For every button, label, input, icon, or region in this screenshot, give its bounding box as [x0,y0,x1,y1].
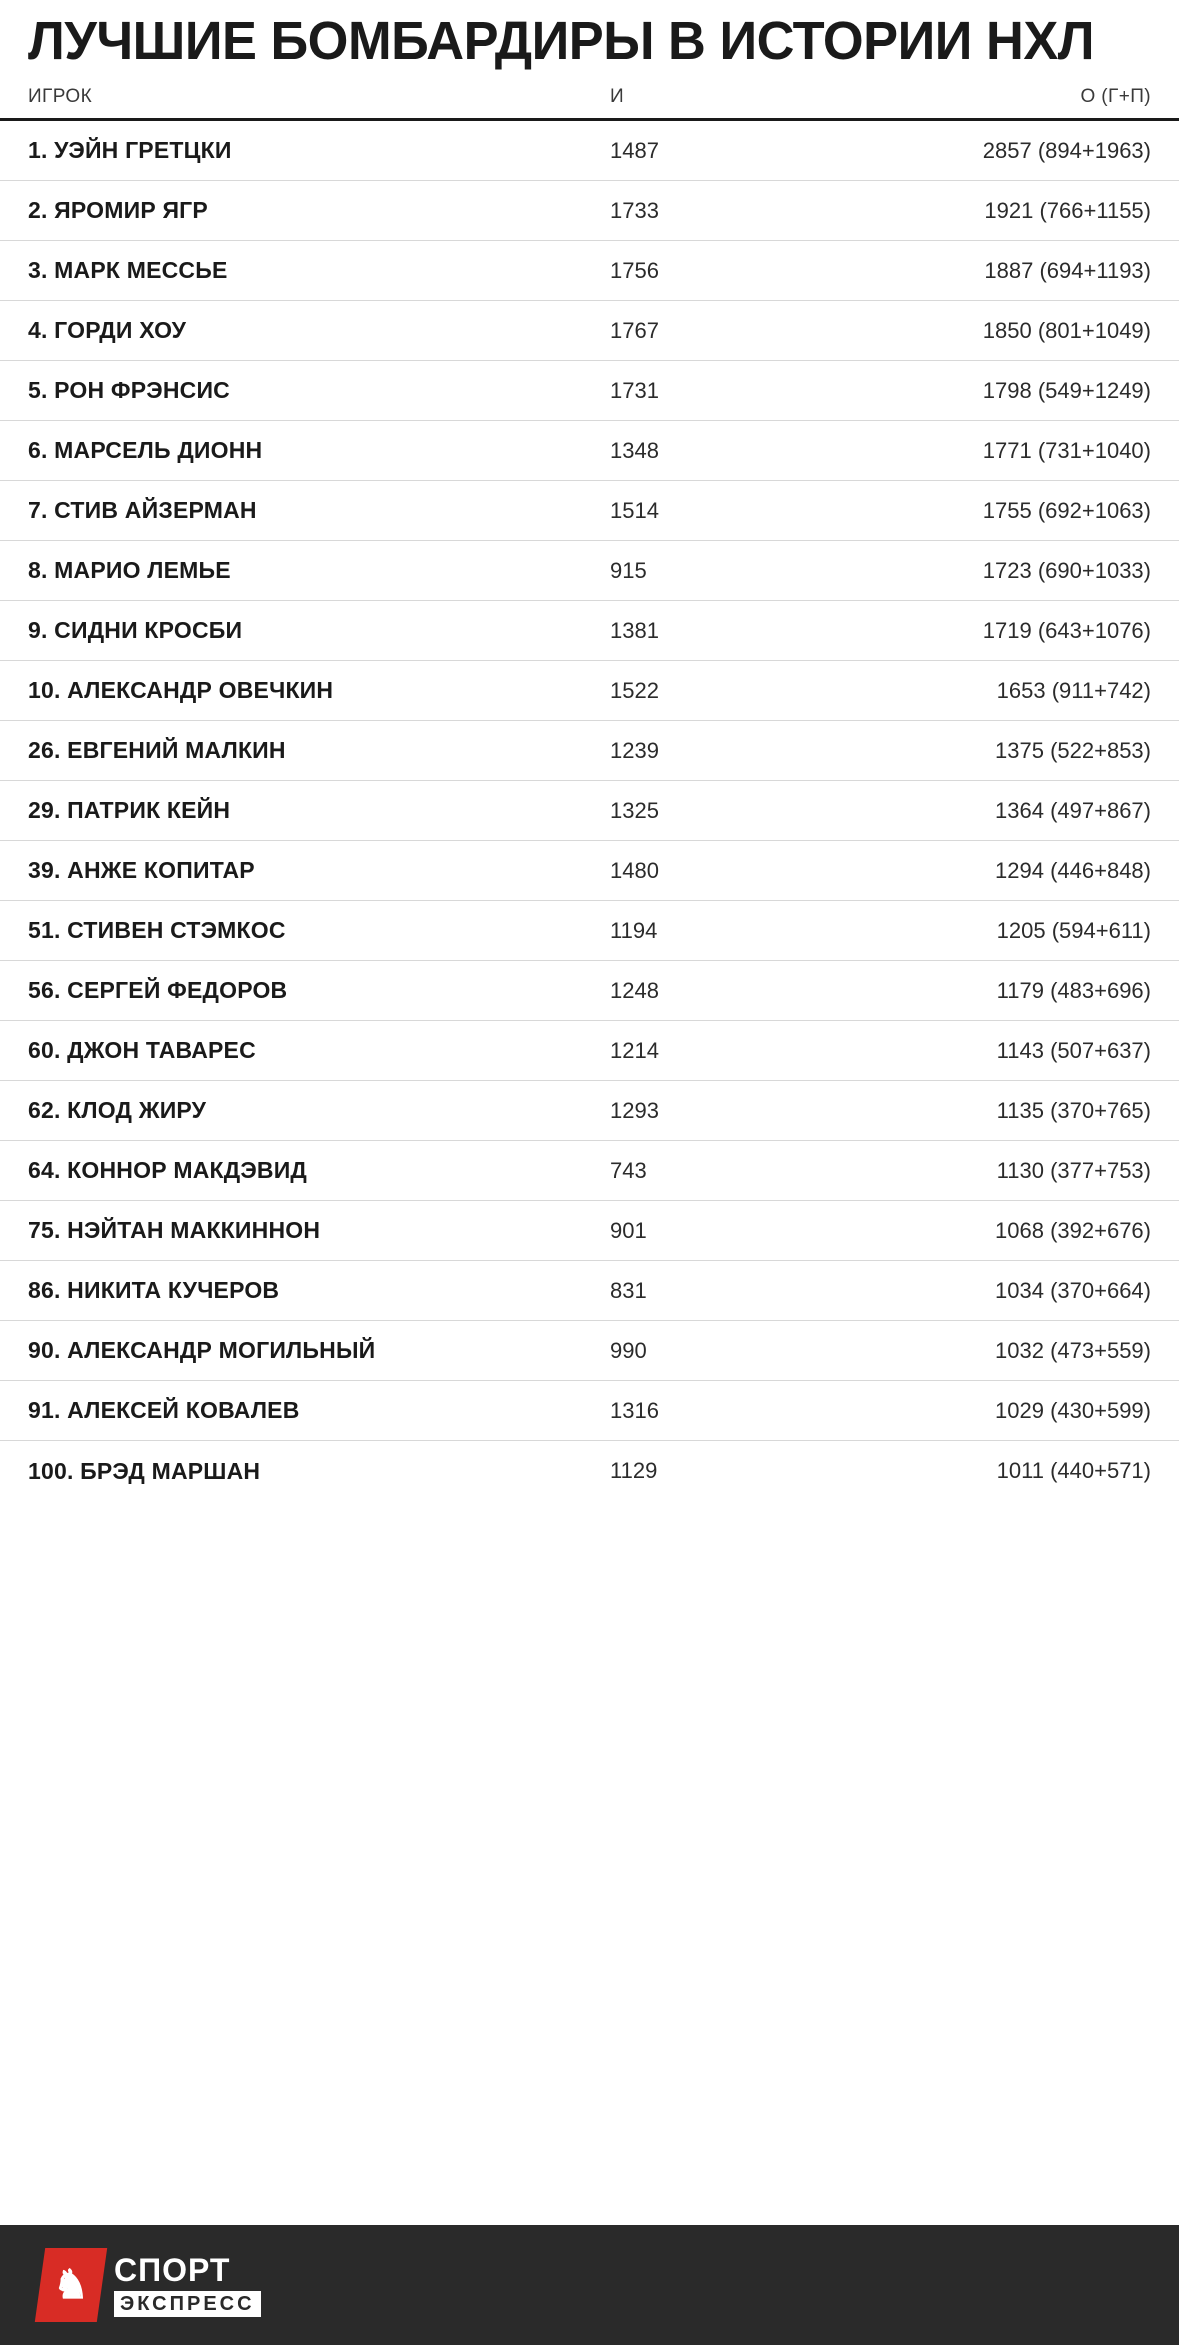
table-row [0,1141,1179,1201]
cell-player: 8. МАРИО ЛЕМЬЕ [28,557,231,583]
cell-points: 1034 (370+664) [995,1277,1151,1303]
column-header-points: О (Г+П) [1080,86,1151,107]
cell-points: 1179 (483+696) [996,977,1151,1003]
cell-games: 1348 [610,437,659,463]
cell-games: 1239 [610,737,659,763]
cell-points: 1798 (549+1249) [982,377,1151,403]
cell-games: 1756 [610,257,659,283]
cell-player: 51. СТИВЕН СТЭМКОС [28,917,286,943]
column-header-games: И [610,86,625,107]
cell-points: 1135 (370+765) [996,1097,1151,1123]
cell-points: 1011 (440+571) [996,1458,1151,1483]
title-bar [0,0,1179,80]
table-row [0,481,1179,541]
cell-games: 1767 [610,317,659,343]
cell-player: 86. НИКИТА КУЧЕРОВ [28,1277,280,1303]
cell-player: 90. АЛЕКСАНДР МОГИЛЬНЫЙ [28,1337,376,1363]
cell-player: 56. СЕРГЕЙ ФЕДОРОВ [28,977,288,1003]
footer [0,2225,1179,2345]
page-title: ЛУЧШИЕ БОМБАРДИРЫ В ИСТОРИИ НХЛ [28,11,1095,71]
cell-games: 1214 [610,1037,659,1063]
cell-games: 1325 [610,797,659,823]
table-row [0,1441,1179,1501]
cell-points: 1771 (731+1040) [982,437,1151,463]
cell-player: 1. УЭЙН ГРЕТЦКИ [28,137,232,163]
table-row [0,361,1179,421]
cell-player: 3. МАРК МЕССЬЕ [28,257,228,283]
table-column-headers [0,80,1179,121]
table-row [0,1081,1179,1141]
brand-logo [40,2248,261,2322]
cell-points: 1130 (377+753) [996,1157,1151,1183]
cell-points: 2857 (894+1963) [982,137,1151,163]
table-row [0,1201,1179,1261]
brand-name-secondary: ЭКСПРЕСС [114,2291,261,2317]
cell-player: 2. ЯРОМИР ЯГР [28,197,208,223]
table-row [0,241,1179,301]
cell-player: 64. КОННОР МАКДЭВИД [28,1157,308,1183]
cell-games: 1381 [610,617,659,643]
cell-games: 831 [610,1277,647,1303]
cell-points: 1723 (690+1033) [982,557,1151,583]
cell-games: 743 [610,1157,647,1183]
cell-points: 1364 (497+867) [995,797,1151,823]
table-body [0,121,1179,2225]
brand-name-primary: СПОРТ [114,2251,231,2288]
cell-player: 4. ГОРДИ ХОУ [28,317,187,343]
cell-player: 6. МАРСЕЛЬ ДИОНН [28,437,263,463]
table-row [0,961,1179,1021]
cell-player: 7. СТИВ АЙЗЕРМАН [28,497,257,523]
cell-points: 1887 (694+1193) [984,257,1151,283]
horse-head-icon [35,2248,107,2322]
table-row [0,721,1179,781]
table-row [0,601,1179,661]
table-row [0,1381,1179,1441]
cell-player: 10. АЛЕКСАНДР ОВЕЧКИН [28,677,334,703]
cell-games: 1248 [610,977,659,1003]
horse-head-glyph: ♞ [53,2263,89,2307]
cell-points: 1755 (692+1063) [982,497,1151,523]
table-row [0,901,1179,961]
table-row [0,121,1179,181]
table-row [0,181,1179,241]
brand-logo-text [114,2251,261,2317]
cell-player: 9. СИДНИ КРОСБИ [28,617,243,643]
cell-player: 39. АНЖЕ КОПИТАР [28,857,255,883]
cell-player: 26. ЕВГЕНИЙ МАЛКИН [28,737,286,763]
cell-games: 1293 [610,1097,659,1123]
cell-games: 1733 [610,197,659,223]
cell-points: 1032 (473+559) [995,1337,1151,1363]
table-row [0,541,1179,601]
cell-player: 100. БРЭД МАРШАН [28,1457,261,1484]
table-row [0,1021,1179,1081]
table-row [0,781,1179,841]
cell-points: 1143 (507+637) [996,1037,1151,1063]
table-row [0,1261,1179,1321]
cell-points: 1719 (643+1076) [982,617,1151,643]
cell-points: 1653 (911+742) [996,677,1151,703]
cell-games: 990 [610,1337,647,1363]
cell-games: 1194 [610,917,658,943]
cell-games: 1487 [610,137,659,163]
cell-player: 29. ПАТРИК КЕЙН [28,797,231,823]
cell-games: 1480 [610,857,659,883]
cell-points: 1068 (392+676) [995,1217,1151,1243]
cell-games: 1514 [610,497,659,523]
cell-player: 75. НЭЙТАН МАККИННОН [28,1217,321,1243]
cell-points: 1205 (594+611) [996,917,1151,943]
cell-points: 1375 (522+853) [995,737,1151,763]
cell-games: 1316 [610,1397,659,1423]
cell-games: 1522 [610,677,659,703]
cell-games: 1731 [610,377,659,403]
cell-player: 62. КЛОД ЖИРУ [28,1097,207,1123]
cell-player: 5. РОН ФРЭНСИС [28,377,230,403]
table-row [0,661,1179,721]
table-row [0,301,1179,361]
table-row [0,841,1179,901]
cell-points: 1921 (766+1155) [984,197,1151,223]
cell-points: 1294 (446+848) [995,857,1151,883]
cell-points: 1029 (430+599) [995,1397,1151,1423]
cell-games: 915 [610,557,647,583]
cell-games: 901 [610,1217,647,1243]
column-header-player: ИГРОК [28,86,93,107]
table-row [0,421,1179,481]
cell-player: 60. ДЖОН ТАВАРЕС [28,1037,256,1063]
cell-player: 91. АЛЕКСЕЙ КОВАЛЕВ [28,1397,300,1423]
cell-games: 1129 [610,1458,658,1483]
cell-points: 1850 (801+1049) [982,317,1151,343]
table-row [0,1321,1179,1381]
